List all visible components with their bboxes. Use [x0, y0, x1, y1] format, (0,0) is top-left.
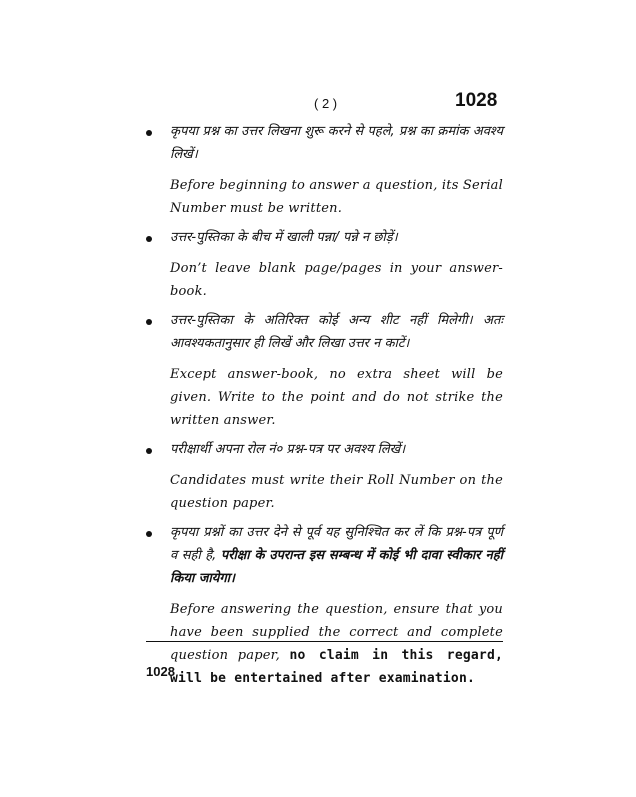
instruction-hindi: कृपया प्रश्न का उत्तर लिखना शुरू करने से पहले, प्रश्न का क्रमांक अवश्य लिखें। — [170, 124, 503, 162]
instruction-hindi — [170, 521, 503, 590]
instruction-hindi: परीक्षार्थी अपना रोल नं० प्रश्न-पत्र पर अवश्य लिखें। — [170, 442, 406, 457]
instruction-english-bold: no claim in this regard, will be entertained after examination. — [170, 648, 503, 686]
bullet-icon — [146, 236, 152, 242]
paper-code-header: 1028 — [455, 90, 498, 111]
instruction-english: Candidates must write their Roll Number on the question paper. — [170, 473, 503, 511]
instruction-item — [146, 120, 503, 220]
instruction-item — [146, 521, 503, 690]
instruction-english — [170, 598, 503, 690]
instruction-hindi-text: कृपया प्रश्नों का उत्तर देने से पूर्व यह सुनिश्चित कर लें कि प्रश्न-पत्र पूर्ण व सही है, — [170, 525, 503, 563]
instruction-english-text: Before answering the question, ensure that you have been supplied the correct and complete question paper, — [170, 602, 503, 663]
bullet-icon — [146, 319, 152, 325]
instruction-item — [146, 438, 503, 515]
bullet-icon — [146, 130, 152, 136]
instruction-english: Except answer-book, no extra sheet will be given. Write to the point and do not strike the written answer. — [170, 367, 503, 428]
instruction-hindi: उत्तर-पुस्तिका के बीच में खाली पन्ना/ पन्ने न छोड़ें। — [170, 230, 398, 245]
instruction-item — [146, 226, 503, 303]
divider-line — [146, 641, 503, 642]
instruction-english: Before beginning to answer a question, its Serial Number must be written. — [170, 178, 503, 216]
instruction-hindi: उत्तर-पुस्तिका के अतिरिक्त कोई अन्य शीट नहीं मिलेगी। अतः आवश्यकतानुसार ही लिखें और लिखा उत्तर न काटें। — [170, 313, 503, 351]
bullet-icon — [146, 448, 152, 454]
instruction-item — [146, 309, 503, 432]
instruction-english: Don’t leave blank page/pages in your answer-book. — [170, 261, 503, 299]
instruction-hindi-bold: परीक्षा के उपरान्त इस सम्बन्ध में कोई भी दावा स्वीकार नहीं किया जायेगा। — [170, 548, 503, 586]
instructions-list — [146, 120, 503, 690]
page-number: ( 2 ) — [314, 96, 338, 111]
paper-code-footer: 1028 — [146, 664, 175, 679]
bullet-icon — [146, 531, 152, 537]
